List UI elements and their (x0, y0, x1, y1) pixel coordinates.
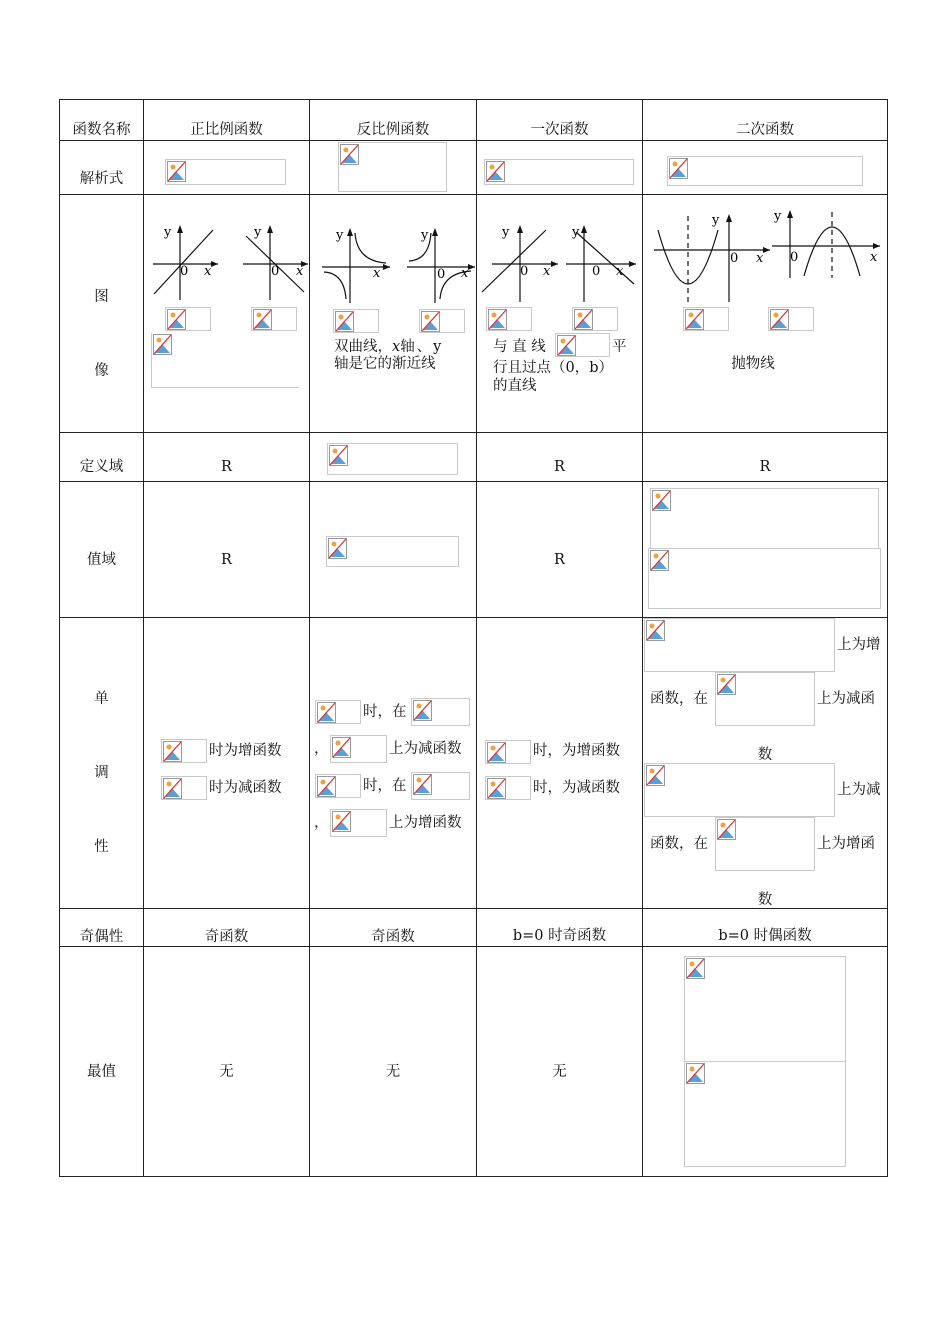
condition-image-inverse-1 (333, 309, 379, 333)
formula-image-inverse (338, 142, 447, 192)
axis-label-y: y (421, 228, 429, 243)
axis-label-x: x (373, 266, 381, 281)
condition-image-linear-1 (486, 307, 532, 331)
broken-image-icon (332, 811, 351, 832)
mono-interval-inverse-3 (411, 772, 470, 800)
range-direct: R (221, 552, 232, 568)
range-image-quadratic-1 (650, 488, 879, 549)
broken-image-icon (646, 765, 665, 786)
row-label-mono-2: 调 (94, 765, 109, 781)
mono-quadratic-inc-2: 上为增函 (817, 836, 875, 852)
axis-label-origin: 0 (592, 264, 601, 279)
axis-label-y: y (254, 225, 262, 240)
broken-image-icon (163, 778, 182, 799)
mono-direct-dec: 时为减函数 (209, 780, 282, 796)
mono-inverse-when-2: 时，在 (363, 778, 407, 794)
domain-quadratic: R (759, 459, 771, 475)
header-linear-function: 一次函数 (530, 122, 589, 138)
broken-image-icon (717, 674, 736, 695)
extrema-inverse: 无 (385, 1064, 401, 1080)
range-linear: R (554, 552, 565, 568)
axis-label-x: x (204, 264, 212, 279)
graph-linear-increasing (480, 222, 560, 304)
parallel-line-image (555, 333, 610, 357)
linear-graph-desc-line1a: 与 直 线 (493, 339, 546, 355)
mono-inverse-dec: 上为减函数 (389, 741, 462, 757)
row-label-extrema: 最值 (87, 1064, 116, 1080)
broken-image-icon (770, 309, 789, 330)
mono-inverse-inc: 上为增函数 (389, 815, 462, 831)
row-label-range: 值域 (87, 552, 116, 568)
axis-label-y: y (336, 228, 344, 243)
broken-image-icon (163, 741, 182, 762)
row-label-domain: 定义域 (79, 459, 124, 475)
range-image-quadratic-2 (648, 548, 881, 609)
mono-quadratic-func-in-2: 函数，在 (650, 836, 708, 852)
condition-image-direct-2 (251, 307, 297, 331)
extrema-direct: 无 (219, 1064, 234, 1080)
axis-label-origin: 0 (180, 264, 189, 279)
broken-image-icon (413, 774, 432, 795)
mono-inverse-when-1: 时，在 (363, 704, 407, 720)
domain-direct: R (221, 459, 232, 475)
mono-cond-linear-2 (485, 776, 531, 800)
mono-cond-inverse-2 (315, 774, 361, 798)
broken-image-icon (488, 309, 507, 330)
parity-direct: 奇函数 (204, 929, 249, 945)
broken-image-icon (317, 702, 336, 723)
axis-label-y: y (774, 209, 782, 224)
broken-image-icon (421, 311, 440, 332)
broken-image-icon (153, 334, 172, 355)
mono-quadratic-up-dec: 上为减 (837, 782, 881, 798)
row-label-mono-1: 单 (94, 691, 109, 707)
parity-linear: b=0 时奇函数 (512, 928, 607, 944)
mono-quadratic-shu-2: 数 (757, 892, 773, 908)
inverse-graph-desc-line1: 双曲线，x轴、y (334, 339, 444, 355)
row-label-graph-1: 图 (94, 289, 109, 305)
condition-image-inverse-2 (419, 309, 465, 333)
extrema-image-quadratic-1 (684, 956, 846, 1062)
parity-quadratic: b=0 时偶函数 (718, 928, 812, 944)
graph-direct-increasing (148, 222, 220, 302)
extrema-linear: 无 (552, 1064, 567, 1080)
condition-image-direct-1 (165, 307, 211, 331)
mono-inverse-comma-2: ， (314, 815, 329, 831)
mono-cond-inverse-1 (315, 700, 361, 724)
mono-cond-direct-1 (161, 739, 207, 763)
broken-image-icon (487, 742, 506, 763)
axis-label-origin: 0 (437, 267, 446, 282)
graph-quadratic-down (770, 206, 882, 280)
row-label-mono-3: 性 (94, 839, 109, 855)
broken-image-icon (717, 819, 736, 840)
broken-image-icon (167, 309, 186, 330)
mono-cond-linear-1 (485, 740, 531, 764)
extrema-image-quadratic-2 (684, 1061, 846, 1167)
axis-label-x: x (296, 264, 304, 279)
mono-quadratic-func-in-1: 函数，在 (650, 691, 708, 707)
range-image-inverse (326, 536, 459, 567)
desc-image-direct (151, 333, 299, 388)
linear-graph-desc-line2: 行且过点（0，b） (493, 360, 614, 376)
formula-image-direct (165, 159, 286, 185)
broken-image-icon (335, 311, 354, 332)
axis-label-x: x (461, 266, 469, 281)
mono-interval-inverse-1 (411, 698, 470, 726)
axis-label-x: x (616, 264, 624, 279)
axis-label-x: x (870, 250, 878, 265)
mono-interval-quadratic-4 (715, 817, 815, 871)
header-quadratic-function: 二次函数 (736, 122, 794, 138)
mono-interval-quadratic-2 (715, 672, 815, 726)
condition-image-quadratic-2 (768, 307, 814, 331)
broken-image-icon (487, 778, 506, 799)
mono-linear-inc: 时，为增函数 (533, 743, 620, 759)
axis-label-y: y (712, 213, 720, 228)
broken-image-icon (686, 1063, 705, 1084)
linear-graph-desc-line1b: 平 (612, 339, 627, 355)
axis-label-x: x (543, 264, 551, 279)
graph-direct-decreasing (238, 222, 310, 302)
broken-image-icon (686, 958, 705, 979)
axis-label-origin: 0 (730, 251, 739, 266)
broken-image-icon (332, 737, 351, 758)
mono-quadratic-up-inc: 上为增 (837, 637, 881, 653)
broken-image-icon (685, 309, 704, 330)
inverse-graph-desc-line2: 轴是它的渐近线 (334, 356, 436, 372)
row-label-graph-2: 像 (94, 363, 109, 379)
broken-image-icon (574, 309, 593, 330)
mono-interval-quadratic-3 (644, 763, 835, 817)
axis-label-y: y (502, 225, 510, 240)
row-label-parity: 奇偶性 (79, 929, 124, 945)
axis-label-x: x (756, 251, 764, 266)
broken-image-icon (652, 490, 671, 511)
mono-quadratic-shu-1: 数 (757, 747, 773, 763)
broken-image-icon (329, 445, 348, 466)
quadratic-graph-desc: 抛物线 (731, 356, 775, 372)
broken-image-icon (328, 538, 347, 559)
broken-image-icon (167, 161, 186, 182)
graph-linear-decreasing (562, 222, 640, 304)
broken-image-icon (413, 700, 432, 721)
graph-inverse-positive-k (320, 225, 392, 305)
mono-interval-inverse-2 (330, 735, 387, 763)
axis-label-y: y (572, 225, 580, 240)
condition-image-quadratic-1 (683, 307, 729, 331)
mono-interval-quadratic-1 (644, 618, 835, 672)
axis-label-origin: 0 (790, 250, 799, 265)
axis-label-origin: 0 (271, 264, 280, 279)
header-function-name: 函数名称 (72, 122, 131, 138)
mono-direct-inc: 时为增函数 (209, 743, 282, 759)
mono-cond-direct-2 (161, 776, 207, 800)
broken-image-icon (557, 335, 576, 356)
header-direct-proportion: 正比例函数 (190, 122, 263, 138)
graph-inverse-negative-k (405, 225, 477, 305)
linear-graph-desc-line3: 的直线 (493, 378, 537, 394)
formula-image-linear (484, 159, 634, 185)
condition-image-linear-2 (572, 307, 618, 331)
broken-image-icon (669, 158, 688, 179)
mono-interval-inverse-4 (330, 809, 387, 837)
graph-quadratic-up (652, 210, 772, 304)
formula-image-quadratic (667, 156, 863, 186)
broken-image-icon (646, 620, 665, 641)
domain-image-inverse (327, 443, 458, 475)
mono-linear-dec: 时，为减函数 (533, 780, 620, 796)
row-label-expression: 解析式 (79, 171, 124, 187)
broken-image-icon (340, 144, 359, 165)
axis-label-origin: 0 (520, 264, 529, 279)
broken-image-icon (650, 550, 669, 571)
domain-linear: R (554, 459, 565, 475)
mono-inverse-comma-1: ， (314, 741, 329, 757)
broken-image-icon (253, 309, 272, 330)
broken-image-icon (317, 776, 336, 797)
parity-inverse: 奇函数 (371, 929, 415, 945)
header-inverse-proportion: 反比例函数 (356, 122, 430, 138)
mono-quadratic-dec-1: 上为减函 (817, 691, 875, 707)
axis-label-y: y (164, 225, 172, 240)
broken-image-icon (486, 161, 505, 182)
